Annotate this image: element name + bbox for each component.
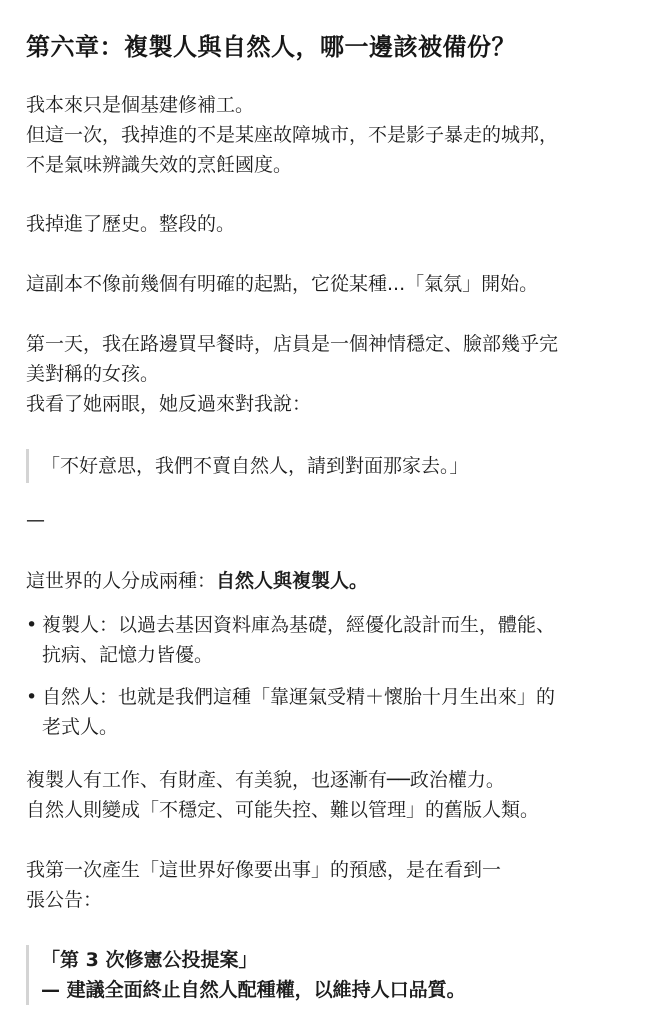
- text-line: 自然人：也就是我們這種「靠運氣受精＋懷胎十月生出來」的: [42, 686, 556, 708]
- text-line: 美對稱的女孩。: [26, 363, 160, 385]
- section-divider: —: [26, 509, 45, 531]
- paragraph-atmosphere: [26, 269, 638, 299]
- text-emphasis: 自然人與複製人。: [216, 570, 369, 592]
- text-line: 自然人則變成「不穩定、可能失控、難以管理」的舊版人類。: [26, 799, 540, 821]
- bullet-list: [26, 610, 638, 742]
- paragraph-two-kinds: [26, 566, 638, 596]
- text-line: 第一天，我在路邊買早餐時，店員是一個神情穩定、臉部幾乎完: [26, 333, 559, 355]
- text-line: 這副本不像前幾個有明確的起點，它從某種...「氣氛」開始。: [26, 273, 539, 295]
- text-line: 抗病、記憶力皆優。: [42, 644, 214, 666]
- text-line: 我本來只是個基建修補工。: [26, 94, 255, 116]
- blockquote-clerk: 「不好意思，我們不賣自然人，請到對面那家去。」: [26, 449, 638, 483]
- bullet-icon: •: [26, 614, 38, 636]
- paragraph-premonition: [26, 855, 638, 915]
- text-line: 我掉進了歷史。整段的。: [26, 213, 236, 235]
- paragraph-first-day: [26, 329, 638, 419]
- text-line: 但這一次，我掉進的不是某座故障城市，不是影子暴走的城邦，: [26, 124, 559, 146]
- paragraph-history: [26, 209, 638, 239]
- text-line: — 建議全面終止自然人配種權，以維持人口品質。: [41, 979, 466, 1001]
- paragraph-power: [26, 765, 638, 825]
- text-line: 我第一次產生「這世界好像要出事」的預感，是在看到一: [26, 859, 502, 881]
- chapter-title: 第六章：複製人與自然人，哪一邊該被備份？: [26, 33, 516, 61]
- text-line: 老式人。: [42, 716, 119, 738]
- text-line: 複製人：以過去基因資料庫為基礎，經優化設計而生，體能、: [42, 614, 556, 636]
- text-line: 「第 3 次修憲公投提案」: [41, 949, 258, 971]
- text-line: 張公告：: [26, 889, 103, 911]
- list-item: [26, 682, 638, 742]
- text-line: 不是氣味辨識失效的烹飪國度。: [26, 154, 293, 176]
- text-prefix: 這世界的人分成兩種：: [26, 570, 217, 592]
- blockquote-announcement: [26, 945, 638, 1005]
- paragraph-intro: [26, 90, 638, 180]
- text-line: 我看了她兩眼，她反過來對我說：: [26, 393, 312, 415]
- text-line: 複製人有工作、有財產、有美貌，也逐漸有──政治權力。: [26, 769, 505, 791]
- list-item: [26, 610, 638, 670]
- bullet-icon: •: [26, 686, 38, 708]
